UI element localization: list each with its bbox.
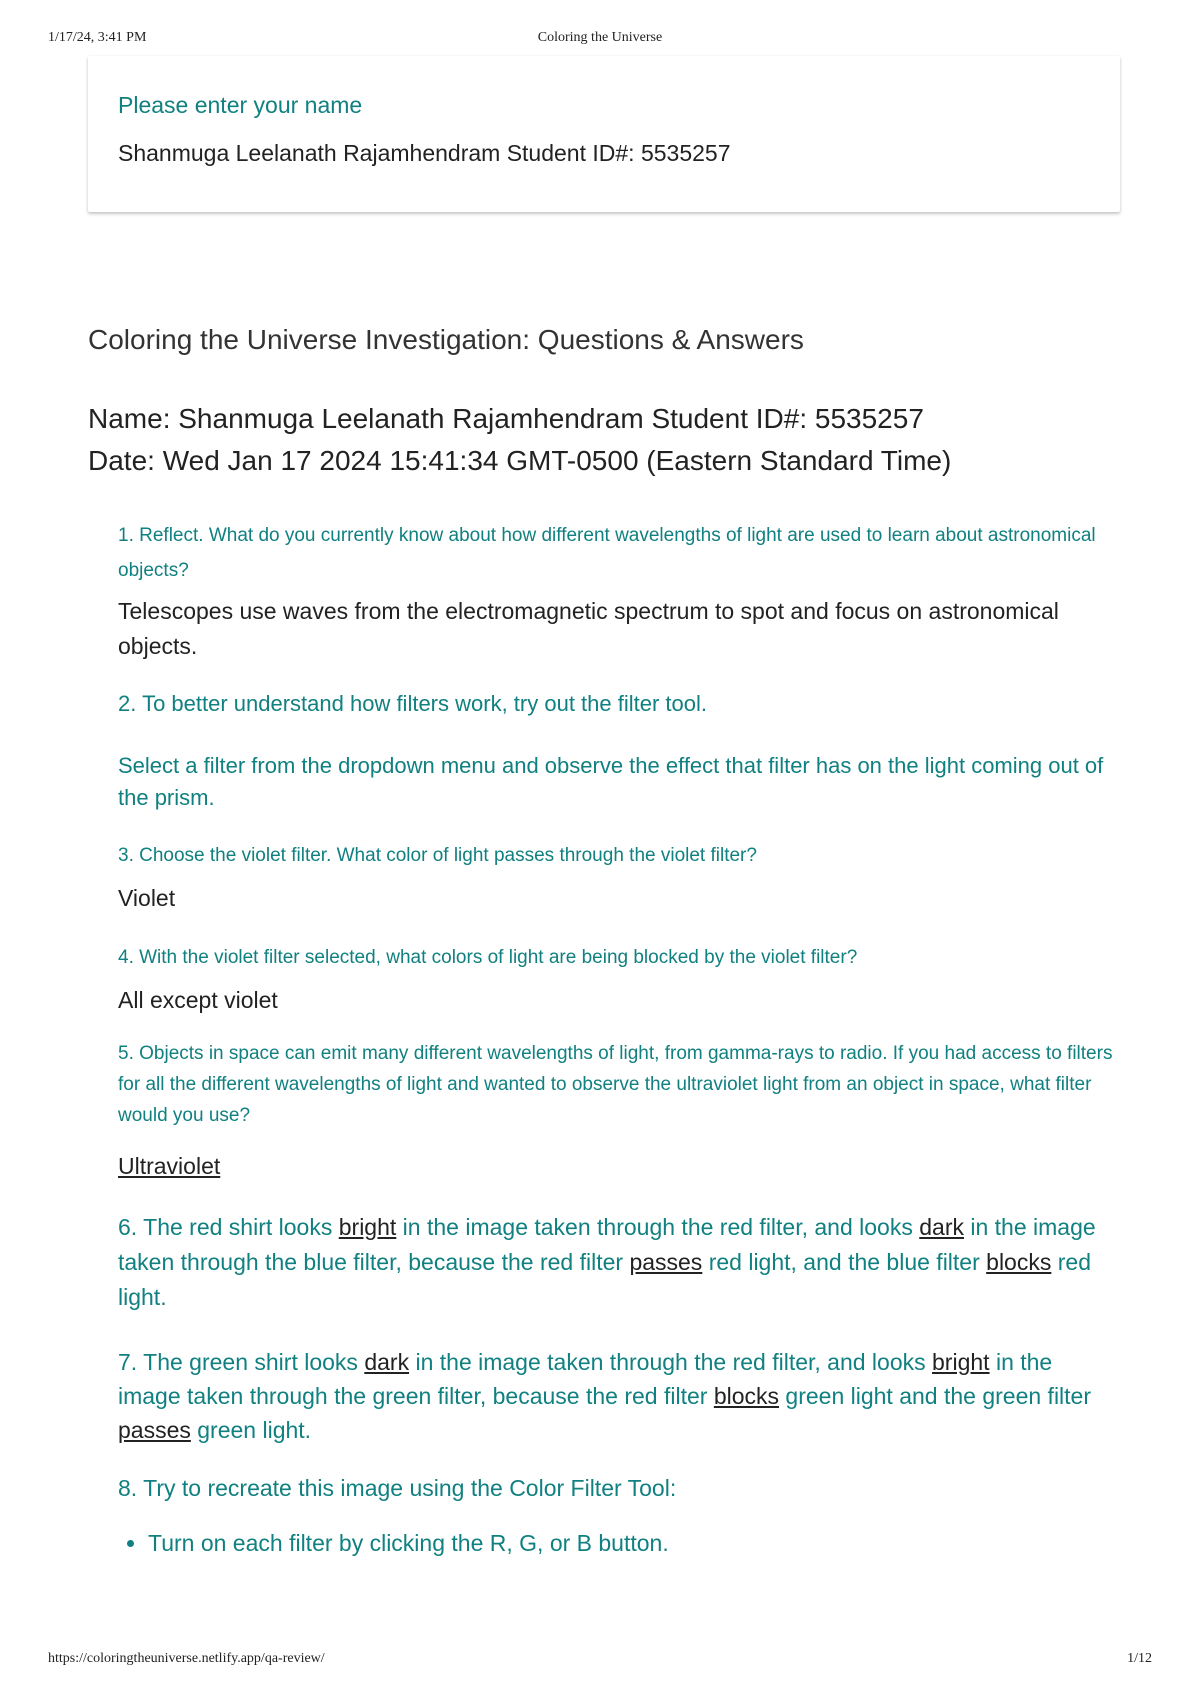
q6-blank-1: bright <box>338 1214 397 1240</box>
q6-blank-2: dark <box>919 1214 964 1240</box>
qa-list <box>88 518 1120 1561</box>
q7-blank-4: passes <box>118 1417 191 1443</box>
answer-3: Violet <box>118 885 176 911</box>
question-8-instructions <box>118 1526 1120 1561</box>
q6-text-4: red light, and the blue filter <box>702 1249 987 1275</box>
name-field-value[interactable]: Shanmuga Leelanath Rajamhendram Student ID#: 5535257 <box>118 140 731 166</box>
answer-4: All except violet <box>118 987 278 1013</box>
q6-blank-3: passes <box>629 1249 703 1275</box>
q7-text-4: green light and the green filter <box>779 1383 1091 1409</box>
print-header <box>0 30 1200 52</box>
answer-5: Ultraviolet <box>118 1153 221 1179</box>
name-card <box>88 56 1120 212</box>
question-4: 4. With the violet filter selected, what colors of light are being blocked by the violet filter? <box>118 947 858 968</box>
q6-text-3: in the image taken through the blue filter, because the red filter <box>118 1214 1096 1275</box>
q7-blank-1: dark <box>364 1349 410 1375</box>
question-1: 1. Reflect. What do you currently know about how different wavelengths of light are used to learn about astronomical objects? <box>118 525 1096 581</box>
student-name-line: Name: Shanmuga Leelanath Rajamhendram Student ID#: 5535257 <box>88 403 924 434</box>
answer-1: Telescopes use waves from the electromagnetic spectrum to spot and focus on astronomical objects. <box>118 598 1059 659</box>
q6-text-5: red light. <box>118 1249 1091 1310</box>
question-2-line-2: Select a filter from the dropdown menu and observe the effect that filter has on the light coming out of the prism. <box>118 753 1104 810</box>
instruction-item: • Turn on each filter by clicking the R, G, or B button. <box>148 1526 1120 1561</box>
name-field-label: Please enter your name <box>118 92 363 118</box>
print-page-title: Coloring the Universe <box>537 30 663 45</box>
question-8: 8. Try to recreate this image using the Color Filter Tool: <box>118 1475 677 1501</box>
q7-blank-2: bright <box>932 1349 990 1375</box>
q7-text-5: green light. <box>190 1417 312 1443</box>
q7-text-3: in the image taken through the green filter, because the red filter <box>118 1349 1053 1409</box>
print-page-number: 1/12 <box>1127 1651 1152 1666</box>
question-6 <box>118 1210 1120 1315</box>
q6-text-2: in the image taken through the red filter, and looks <box>396 1214 920 1240</box>
qa-content <box>88 300 1120 1561</box>
q6-text-1: 6. The red shirt looks <box>118 1214 339 1240</box>
q7-blank-3: blocks <box>713 1383 780 1409</box>
q7-text-1: 7. The green shirt looks <box>118 1349 365 1375</box>
question-5: 5. Objects in space can emit many different wavelengths of light, from gamma-rays to radio. If you had access to filters for all the different wavelengths of light and wanted to observe the ultraviolet light from an object in space, what filter would you use? <box>118 1043 1113 1126</box>
question-2-line-1: 2. To better understand how filters work, try out the filter tool. <box>118 691 707 716</box>
question-3: 3. Choose the violet filter. What color of light passes through the violet filter? <box>118 845 757 866</box>
print-footer <box>0 1651 1200 1673</box>
student-info <box>88 398 1120 482</box>
q7-text-2: in the image taken through the red filter, and looks <box>409 1349 933 1375</box>
date-line: Date: Wed Jan 17 2024 15:41:34 GMT-0500 (Eastern Standard Time) <box>88 445 952 476</box>
q6-blank-4: blocks <box>986 1249 1052 1275</box>
page-title: Coloring the Universe Investigation: Questions & Answers <box>88 324 804 355</box>
print-datetime: 1/17/24, 3:41 PM <box>48 30 147 45</box>
print-url: https://coloringtheuniverse.netlify.app/qa-review/ <box>48 1651 325 1666</box>
question-7 <box>118 1345 1120 1447</box>
